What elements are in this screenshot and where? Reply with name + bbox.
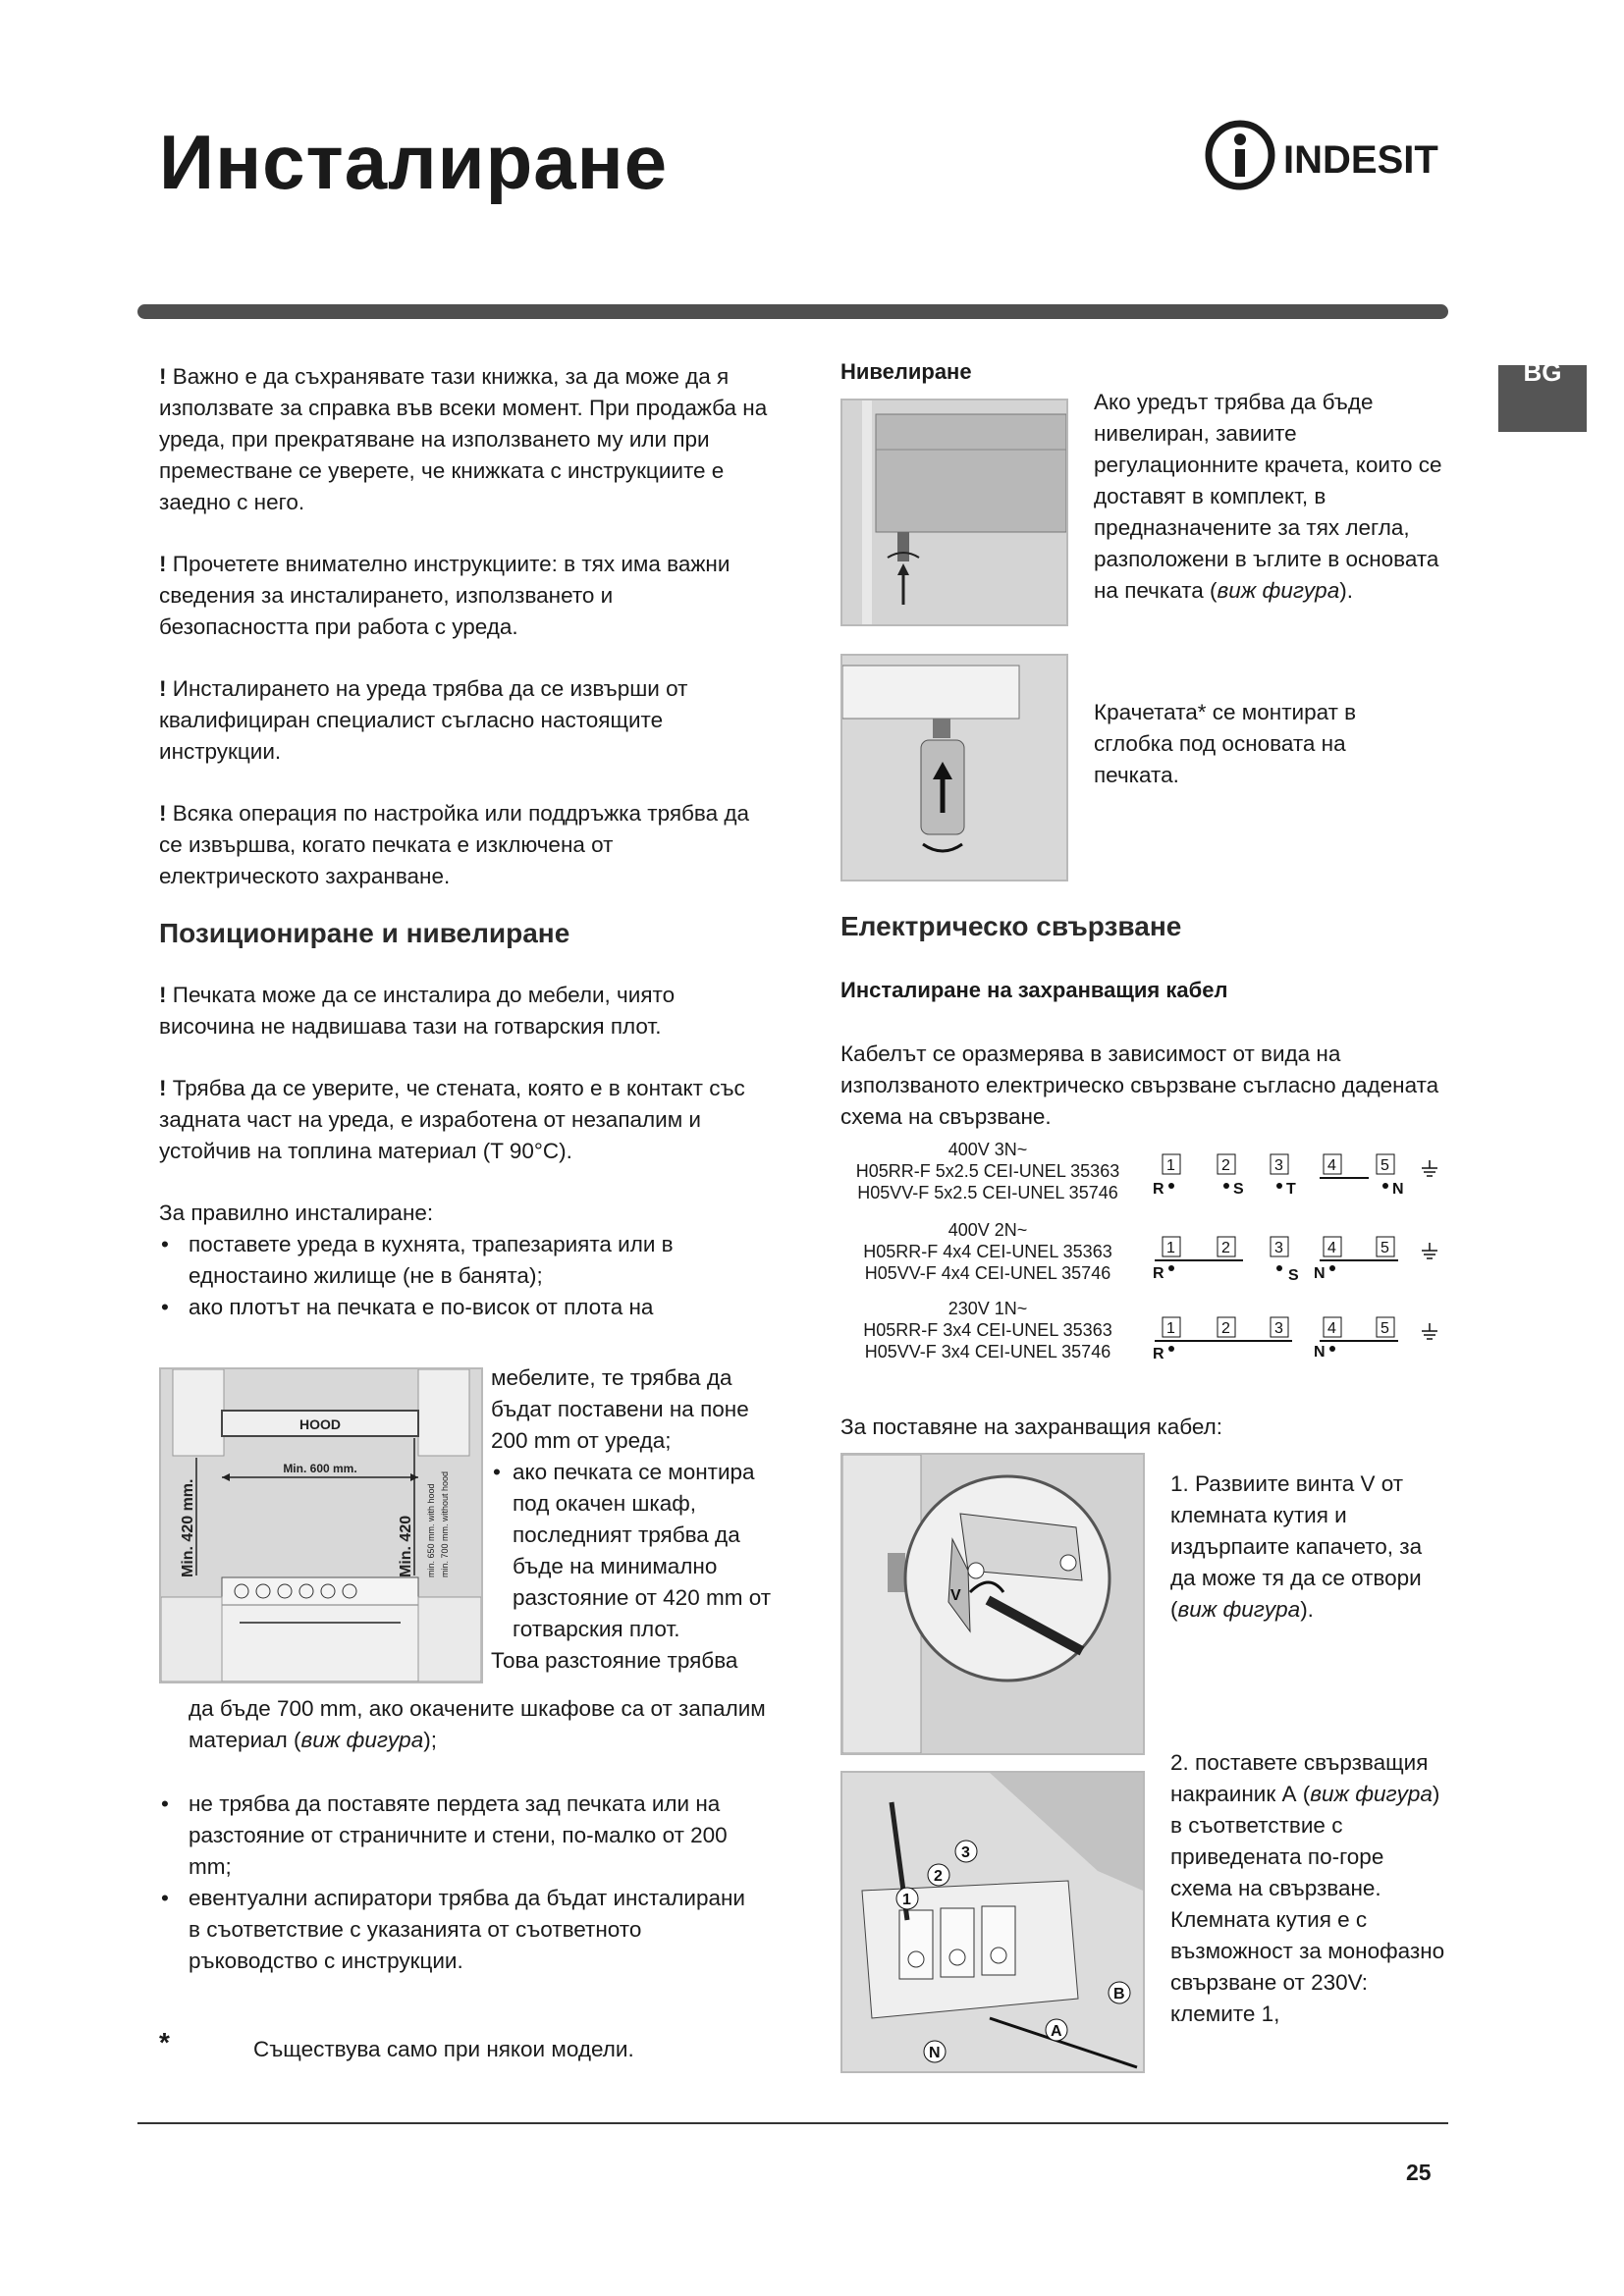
svg-text:2: 2 bbox=[1221, 1240, 1230, 1256]
cable-install-heading: Инсталиране на захранващия кабел bbox=[840, 978, 1228, 1002]
warning-1: ! Важно е да съхранявате тази книжка, за да може да я използвате за справка във всеки момент. При продажба на уреда, при прекратяване на използването му или при преместване се уверете, че книжката с инструкциите е заедно с него. bbox=[159, 364, 768, 514]
svg-text:A: A bbox=[1051, 2023, 1062, 2040]
svg-text:3: 3 bbox=[1274, 1157, 1283, 1174]
svg-text:3: 3 bbox=[1274, 1240, 1283, 1256]
svg-text:1: 1 bbox=[902, 1892, 911, 1908]
warning-4: ! Всяка операция по настройка или поддръжка трябва да се извършва, когато печката е изключена от електрическото захранване. bbox=[159, 801, 750, 888]
svg-text:R: R bbox=[1153, 1181, 1164, 1198]
warning-3: ! Инсталирането на уреда трябва да се извърши от квалифициран специалист съгласно настоящите инструкции. bbox=[159, 676, 688, 764]
section-heading-positioning: Позициониране и нивелиране bbox=[159, 918, 570, 948]
left-column bbox=[159, 361, 768, 892]
correct-install-label: За правилно инсталиране: bbox=[159, 1201, 434, 1225]
svg-text:N: N bbox=[1392, 1181, 1404, 1198]
footnote-mark: * bbox=[159, 2027, 170, 2057]
distance-note-start: Това разстояние трябва bbox=[491, 1648, 738, 1673]
wiring-diagram bbox=[840, 1139, 1449, 1384]
svg-text:4: 4 bbox=[1327, 1320, 1336, 1337]
leveling-figure-1 bbox=[840, 399, 1068, 626]
svg-text:1: 1 bbox=[1166, 1157, 1175, 1174]
bullet-kitchen: • поставете уреда в кухнята, трапезарията или в едностаино жилище (не в банята); bbox=[159, 1229, 763, 1292]
step-1-text: 1. Развиите винта V от клемната кутия и издърпаите капачето, за да може тя да се отвори (виж фигура). bbox=[1170, 1471, 1423, 1622]
svg-text:1: 1 bbox=[1166, 1240, 1175, 1256]
more-bullets bbox=[159, 1789, 763, 1977]
bullet-higher-plot-cont: мебелите, те трябва да бъдат поставени на поне 200 mm от уреда; bbox=[491, 1365, 749, 1453]
svg-text:1: 1 bbox=[1166, 1320, 1175, 1337]
wiring-row-2-labels: 400V 2N~ H05RR-F 4x4 CEI-UNEL 35363 H05VV-F 4x4 CEI-UNEL 35746 bbox=[863, 1220, 1112, 1283]
svg-text:5: 5 bbox=[1380, 1157, 1389, 1174]
wiring-row-3-labels: 230V 1N~ H05RR-F 3x4 CEI-UNEL 35363 H05VV-F 3x4 CEI-UNEL 35746 bbox=[863, 1299, 1112, 1362]
higher-plot-continued bbox=[491, 1362, 776, 1677]
hood-label: HOOD bbox=[299, 1416, 341, 1432]
svg-text:R: R bbox=[1153, 1346, 1164, 1362]
pos-warning-1: ! Печката може да се инсталира до мебели, чиято височина не надвишава тази на готварския плот. bbox=[159, 983, 676, 1039]
terminal-blocks bbox=[1135, 1139, 1449, 1384]
positioning-text bbox=[159, 980, 763, 1323]
feet-text: Крачетата* се монтират в сглобка под основата на печката. bbox=[1094, 700, 1357, 787]
min-420-right-label: Min. 420 bbox=[398, 1515, 414, 1577]
screw-v-label: V bbox=[950, 1587, 961, 1604]
leveling-text: Ако уредът трябва да бъде нивелиран, завиите регулационните крачета, които се доставят в комплект, в предназначените за тях легла, разположени в ъглите в основата на печката (виж фигура). bbox=[1094, 390, 1442, 603]
svg-text:R: R bbox=[1153, 1265, 1164, 1282]
footer-rule bbox=[137, 2122, 1448, 2124]
svg-text:S: S bbox=[1288, 1267, 1299, 1284]
svg-text:5: 5 bbox=[1380, 1240, 1389, 1256]
svg-text:S: S bbox=[1233, 1181, 1244, 1198]
min-420-left-label: Min. 420 mm. bbox=[180, 1478, 196, 1577]
kitchen-clearance-figure bbox=[159, 1367, 483, 1683]
step-2-text: 2. поставете свързващия накраиник А (виж фигура) в съответствие с приведената по-горе схема на свързване. Клемната кутия е с възможност за монофазно свързване от 230V: клемите 1, bbox=[1170, 1750, 1445, 2026]
svg-text:4: 4 bbox=[1327, 1157, 1336, 1174]
leveling-heading: Нивелиране bbox=[840, 359, 972, 384]
svg-text:B: B bbox=[1113, 1986, 1125, 2002]
pos-warning-2: ! Трябва да се уверите, че стената, която е в контакт със задната част на уреда, е изработена от незапалим и устойчив на топлина материал (T 90°C). bbox=[159, 1076, 745, 1163]
distance-note-end: да бъде 700 mm, ако окачените шкафове са от запалим материал (виж фигура); bbox=[189, 1696, 766, 1752]
brand-name: INDESIT bbox=[1283, 138, 1438, 182]
bullet-higher-plot: • ако плотът на печката е по-висок от плота на bbox=[159, 1292, 763, 1323]
svg-text:3: 3 bbox=[1274, 1320, 1283, 1337]
page-title: Инсталиране bbox=[159, 119, 669, 205]
svg-text:4: 4 bbox=[1327, 1240, 1336, 1256]
brand-logo bbox=[1203, 116, 1450, 194]
hood-distance-1: min. 650 mm. with hood bbox=[426, 1483, 436, 1577]
wiring-row-1-labels: 400V 3N~ H05RR-F 5x2.5 CEI-UNEL 35363 H05VV-F 5x2.5 CEI-UNEL 35746 bbox=[855, 1140, 1120, 1202]
header-rule bbox=[137, 304, 1448, 319]
svg-text:T: T bbox=[1286, 1181, 1296, 1198]
cable-place-label: За поставяне на захранващия кабел: bbox=[840, 1415, 1223, 1439]
electrical-heading: Електрическо свързване bbox=[840, 911, 1182, 941]
hood-distance-2: min. 700 mm. without hood bbox=[440, 1470, 450, 1577]
svg-text:2: 2 bbox=[1221, 1320, 1230, 1337]
bullet-curtains: • не трябва да поставяте пердета зад печката или на разстояние от страничните и стени, по-малко от 200 mm; bbox=[159, 1789, 763, 1883]
footnote-text: Съществува само при някои модели. bbox=[253, 2037, 634, 2061]
warning-2: ! Прочетете внимателно инструкциите: в тях има важни сведения за инсталирането, използването и безопасността при работа с уреда. bbox=[159, 552, 731, 639]
page-number: 25 bbox=[1406, 2160, 1432, 2185]
svg-text:2: 2 bbox=[1221, 1157, 1230, 1174]
svg-text:N: N bbox=[1314, 1265, 1326, 1282]
terminal-connection-figure bbox=[840, 1771, 1145, 2073]
bullet-hoods: • евентуални аспиратори трябва да бъдат инсталирани в съответствие с указанията от съответното ръководство с инструкции. bbox=[159, 1883, 763, 1977]
svg-text:5: 5 bbox=[1380, 1320, 1389, 1337]
cable-text: Кабелът се оразмерява в зависимост от вида на използваното електрическо свързване съгласно дадената схема на свързване. bbox=[840, 1041, 1439, 1129]
min-600-label: Min. 600 mm. bbox=[283, 1462, 357, 1475]
svg-text:N: N bbox=[1314, 1344, 1326, 1361]
leveling-figure-2 bbox=[840, 654, 1068, 881]
terminal-box-figure bbox=[840, 1453, 1145, 1755]
language-tab: BG bbox=[1498, 365, 1587, 432]
svg-text:2: 2 bbox=[934, 1868, 943, 1885]
bullet-hanging-cabinet: • ако печката се монтира под окачен шкаф, последният трябва да бъде на минимално разстояние от 420 mm от готварския плот. bbox=[491, 1457, 776, 1645]
svg-text:3: 3 bbox=[961, 1844, 970, 1861]
svg-text:N: N bbox=[929, 2045, 941, 2061]
